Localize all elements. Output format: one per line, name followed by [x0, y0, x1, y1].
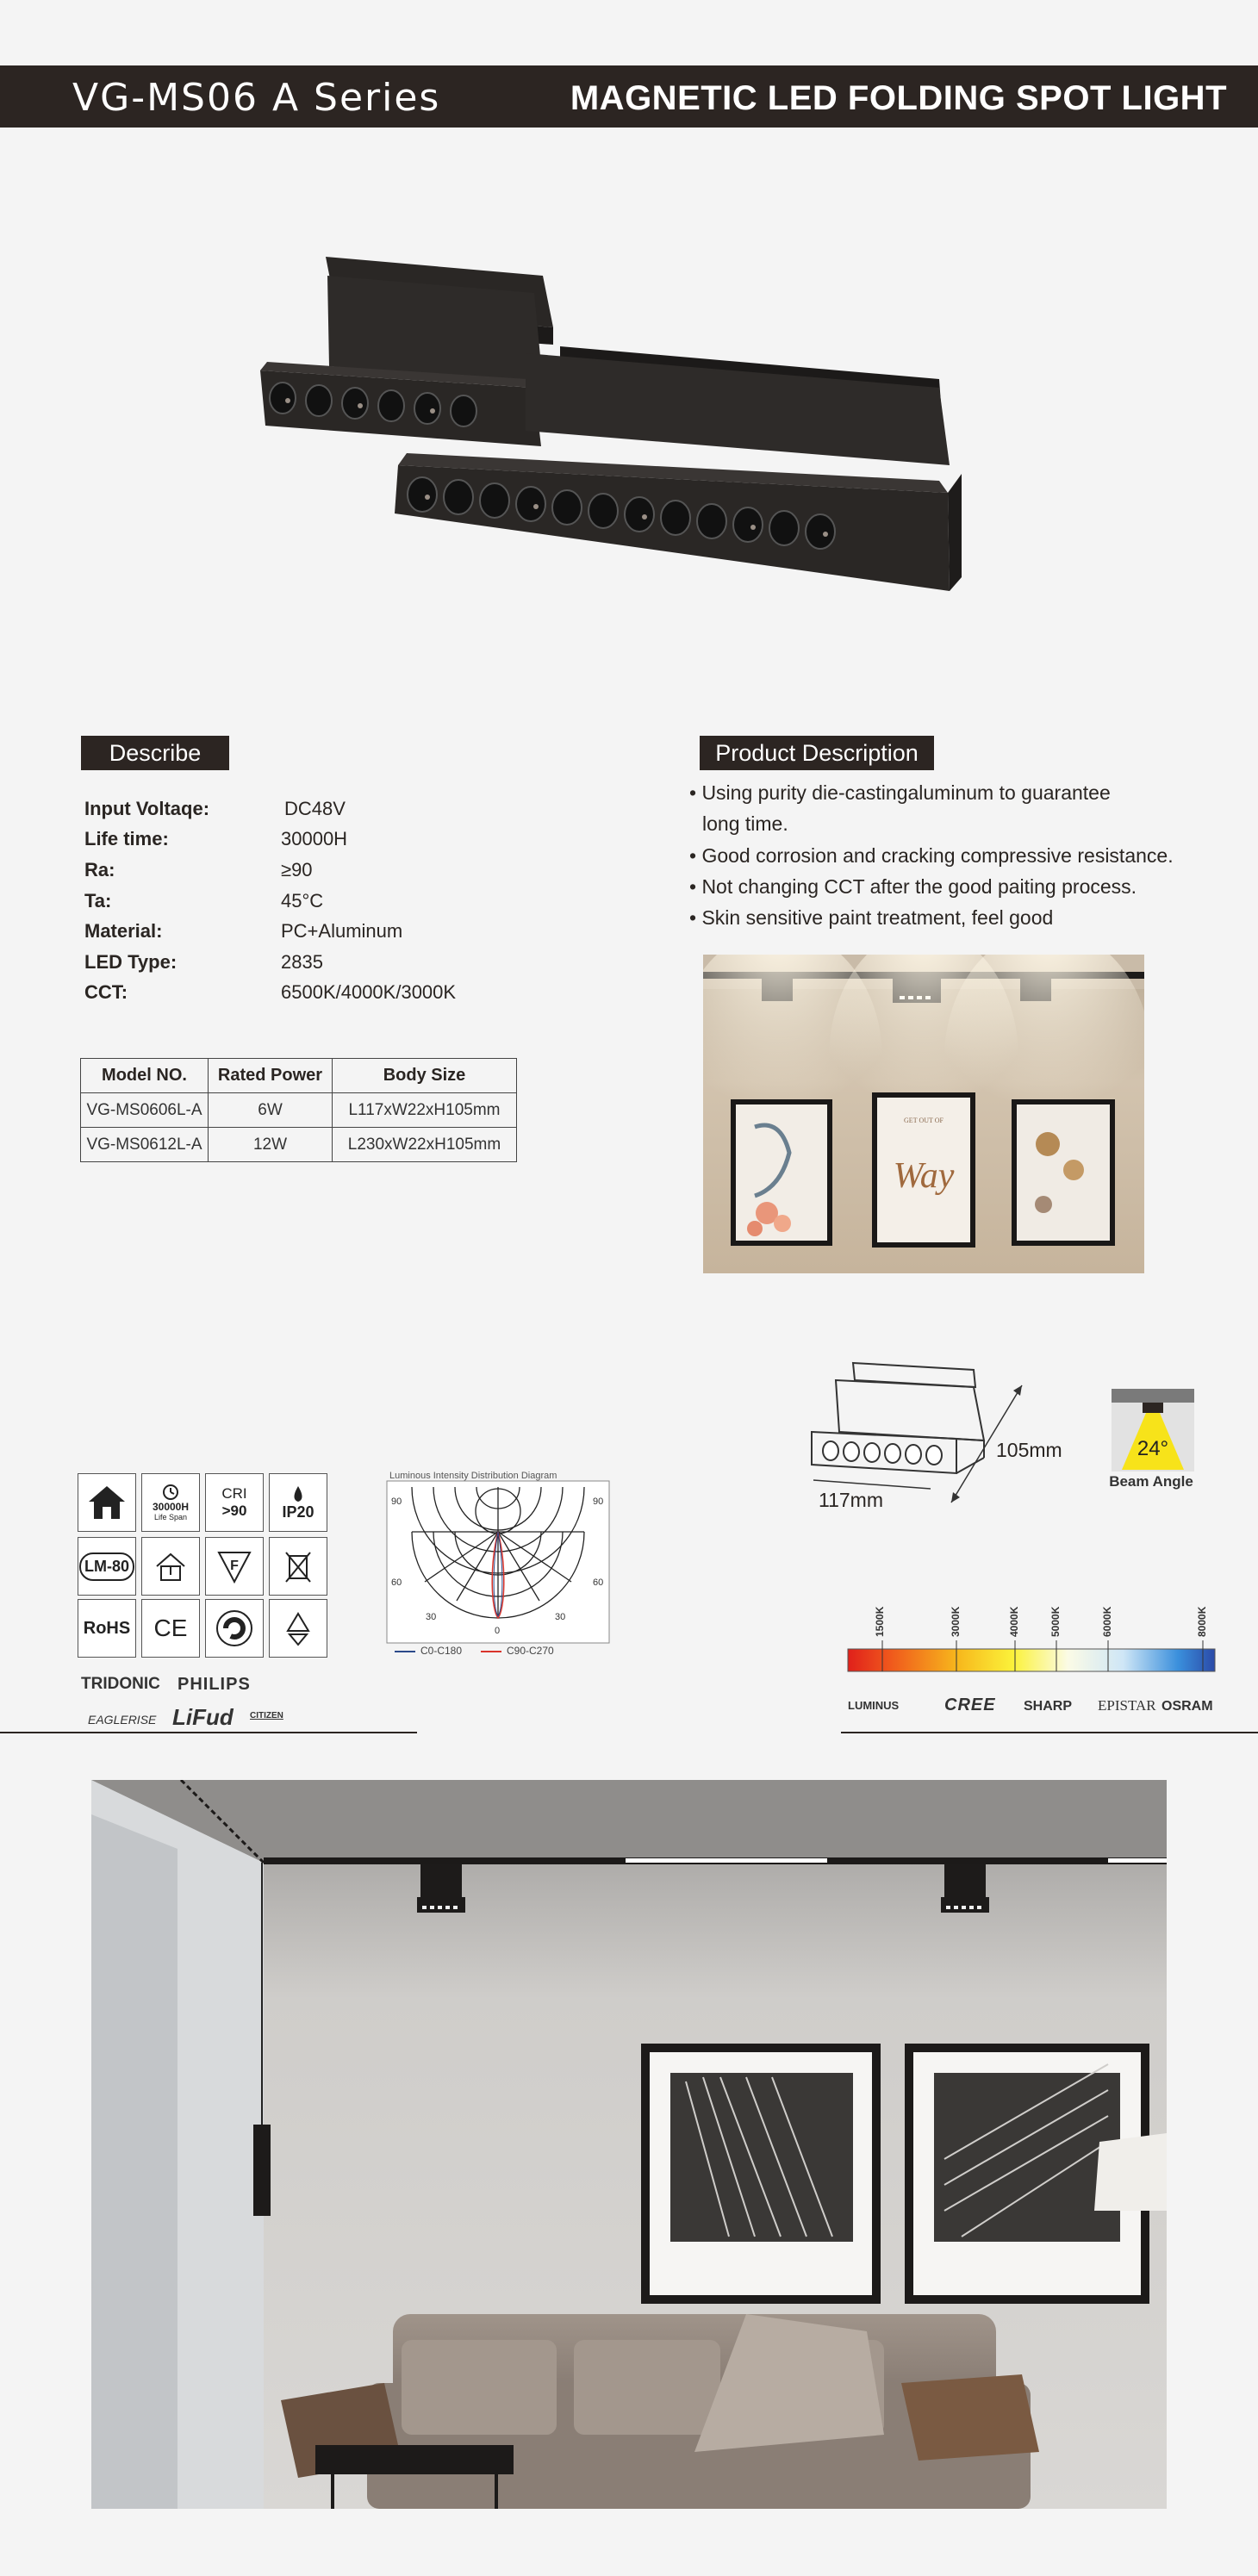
- home-icon: [78, 1473, 136, 1532]
- weee-icon: [269, 1537, 327, 1596]
- cct-tick-4000k: 4000K: [1008, 1606, 1020, 1637]
- recycle-icon: [269, 1599, 327, 1658]
- brand-cree: CREE: [944, 1696, 996, 1714]
- spec-key: Material:: [84, 920, 163, 942]
- ip-rating-text: IP20: [282, 1503, 314, 1521]
- legend-swatch-c0: [395, 1651, 415, 1652]
- spec-row-life-time: [84, 824, 601, 855]
- spec-key: LED Type:: [84, 951, 177, 973]
- living-room-scene: [91, 1780, 1167, 2509]
- rohs-icon: RoHS: [78, 1599, 136, 1658]
- hero-product-image: [250, 250, 974, 612]
- lm80-badge: LM-80: [79, 1552, 134, 1581]
- spec-value: 30000H: [281, 828, 348, 849]
- application-scene: [703, 955, 1144, 1273]
- table-cell: 12W: [209, 1128, 333, 1162]
- polar-label-right-30: 30: [555, 1612, 566, 1622]
- brand-lifud: LiFud: [172, 1704, 234, 1730]
- living-room-photo: [91, 1780, 1167, 2509]
- description-bullet-continuation: long time.: [702, 812, 788, 835]
- lifespan-icon: [141, 1473, 200, 1532]
- spec-key: CCT:: [84, 981, 128, 1003]
- lifespan-text: 30000H: [152, 1501, 190, 1513]
- cct-tick-8000k: 8000K: [1196, 1606, 1208, 1637]
- spec-row-cct: [84, 977, 601, 1008]
- description-bullet: • Skin sensitive paint treatment, feel good: [689, 906, 1054, 929]
- brand-luminus: LUMINUS: [848, 1699, 900, 1712]
- green-dot-icon: [205, 1599, 264, 1658]
- table-header: Model NO.: [81, 1059, 209, 1093]
- legend-label-c90: C90-C270: [507, 1645, 554, 1657]
- spec-row-ta: [84, 886, 601, 917]
- polar-diagram-title: Luminous Intensity Distribution Diagram: [389, 1471, 557, 1481]
- table-header: Body Size: [333, 1059, 517, 1093]
- polar-label-left-30: 30: [426, 1612, 437, 1622]
- table-cell: VG-MS0606L-A: [81, 1093, 209, 1128]
- product-description-label: Product Description: [700, 736, 934, 770]
- description-bullet: • Good corrosion and cracking compressive resistance.: [689, 844, 1174, 867]
- cct-tick-5000k: 5000K: [1049, 1606, 1062, 1637]
- ce-icon: CE: [141, 1599, 200, 1658]
- poster-text: GET OUT OF: [904, 1117, 944, 1124]
- table-row: [81, 1093, 517, 1128]
- brand-tridonic: TRIDONIC: [81, 1675, 160, 1693]
- poster-script-text: Way: [893, 1156, 955, 1196]
- description-bullet: • Using purity die-castingaluminum to guarantee: [689, 781, 1111, 804]
- indoor-icon: [141, 1537, 200, 1596]
- spec-key: Life time:: [84, 828, 169, 849]
- table-cell: L230xW22xH105mm: [333, 1128, 517, 1162]
- height-dimension: 105mm: [996, 1439, 1062, 1461]
- table-cell: 6W: [209, 1093, 333, 1128]
- polar-label-right-90: 90: [593, 1496, 604, 1507]
- polar-diagram: [386, 1480, 610, 1644]
- brand-eaglerise: EAGLERISE: [88, 1713, 157, 1727]
- cri-value: >90: [221, 1503, 247, 1519]
- spec-row-input-voltage: [84, 793, 601, 824]
- f-mark-icon: [205, 1537, 264, 1596]
- legend-swatch-c90: [481, 1651, 501, 1652]
- description-bullet: • Not changing CCT after the good paiting process.: [689, 875, 1137, 898]
- cri-icon: [205, 1473, 264, 1532]
- spec-value: 45°C: [281, 890, 324, 912]
- divider-right: [841, 1732, 1258, 1733]
- length-dimension: 117mm: [819, 1489, 883, 1511]
- ip20-icon: [269, 1473, 327, 1532]
- cct-tick-6000k: 6000K: [1101, 1606, 1113, 1637]
- polar-label-zero: 0: [495, 1626, 501, 1636]
- brand-epistar: EPISTAR: [1098, 1697, 1156, 1714]
- spec-value: PC+Aluminum: [281, 920, 403, 942]
- divider-left: [0, 1732, 417, 1733]
- model-table: [80, 1058, 517, 1162]
- polar-label-left-60: 60: [391, 1577, 402, 1588]
- spec-value: DC48V: [284, 798, 346, 819]
- table-cell: L117xW22xH105mm: [333, 1093, 517, 1128]
- beam-angle-value: 24°: [1137, 1437, 1169, 1460]
- brand-sharp: SHARP: [1024, 1699, 1073, 1714]
- cct-tick-1500k: 1500K: [874, 1606, 886, 1637]
- application-photo: [703, 955, 1144, 1273]
- spec-value: 6500K/4000K/3000K: [281, 981, 457, 1003]
- brand-citizen: CITIZEN: [250, 1711, 283, 1720]
- spec-row-material: [84, 916, 601, 947]
- series-title: VG-MS06 A Series: [72, 76, 441, 120]
- spec-key: Input Voltaqe:: [84, 798, 210, 819]
- spec-row-led-type: [84, 947, 601, 978]
- f-mark-text: F: [230, 1559, 239, 1573]
- table-header-row: [81, 1059, 517, 1093]
- spec-row-ra: [84, 855, 601, 886]
- cct-tick-3000k: 3000K: [950, 1606, 962, 1637]
- describe-label: Describe: [81, 736, 229, 770]
- brand-osram: OSRAM: [1161, 1699, 1213, 1714]
- table-header: Rated Power: [209, 1059, 333, 1093]
- spec-value: 2835: [281, 951, 323, 973]
- cct-color-scale: [844, 1637, 1218, 1675]
- cri-label: CRI: [221, 1485, 247, 1502]
- polar-label-right-60: 60: [593, 1577, 604, 1588]
- brand-philips: PHILIPS: [177, 1675, 251, 1694]
- spec-value: ≥90: [281, 859, 313, 880]
- table-row: [81, 1128, 517, 1162]
- polar-label-left-90: 90: [391, 1496, 402, 1507]
- spec-key: Ta:: [84, 890, 112, 912]
- legend-label-c0: C0-C180: [420, 1645, 463, 1657]
- lifespan-subtext: Life Span: [153, 1513, 188, 1521]
- spec-key: Ra:: [84, 859, 115, 880]
- table-cell: VG-MS0612L-A: [81, 1128, 209, 1162]
- header-tagline: MAGNETIC LED FOLDING SPOT LIGHT: [570, 79, 1227, 117]
- lm80-icon: [78, 1537, 136, 1596]
- beam-angle-label: Beam Angle: [1109, 1473, 1193, 1490]
